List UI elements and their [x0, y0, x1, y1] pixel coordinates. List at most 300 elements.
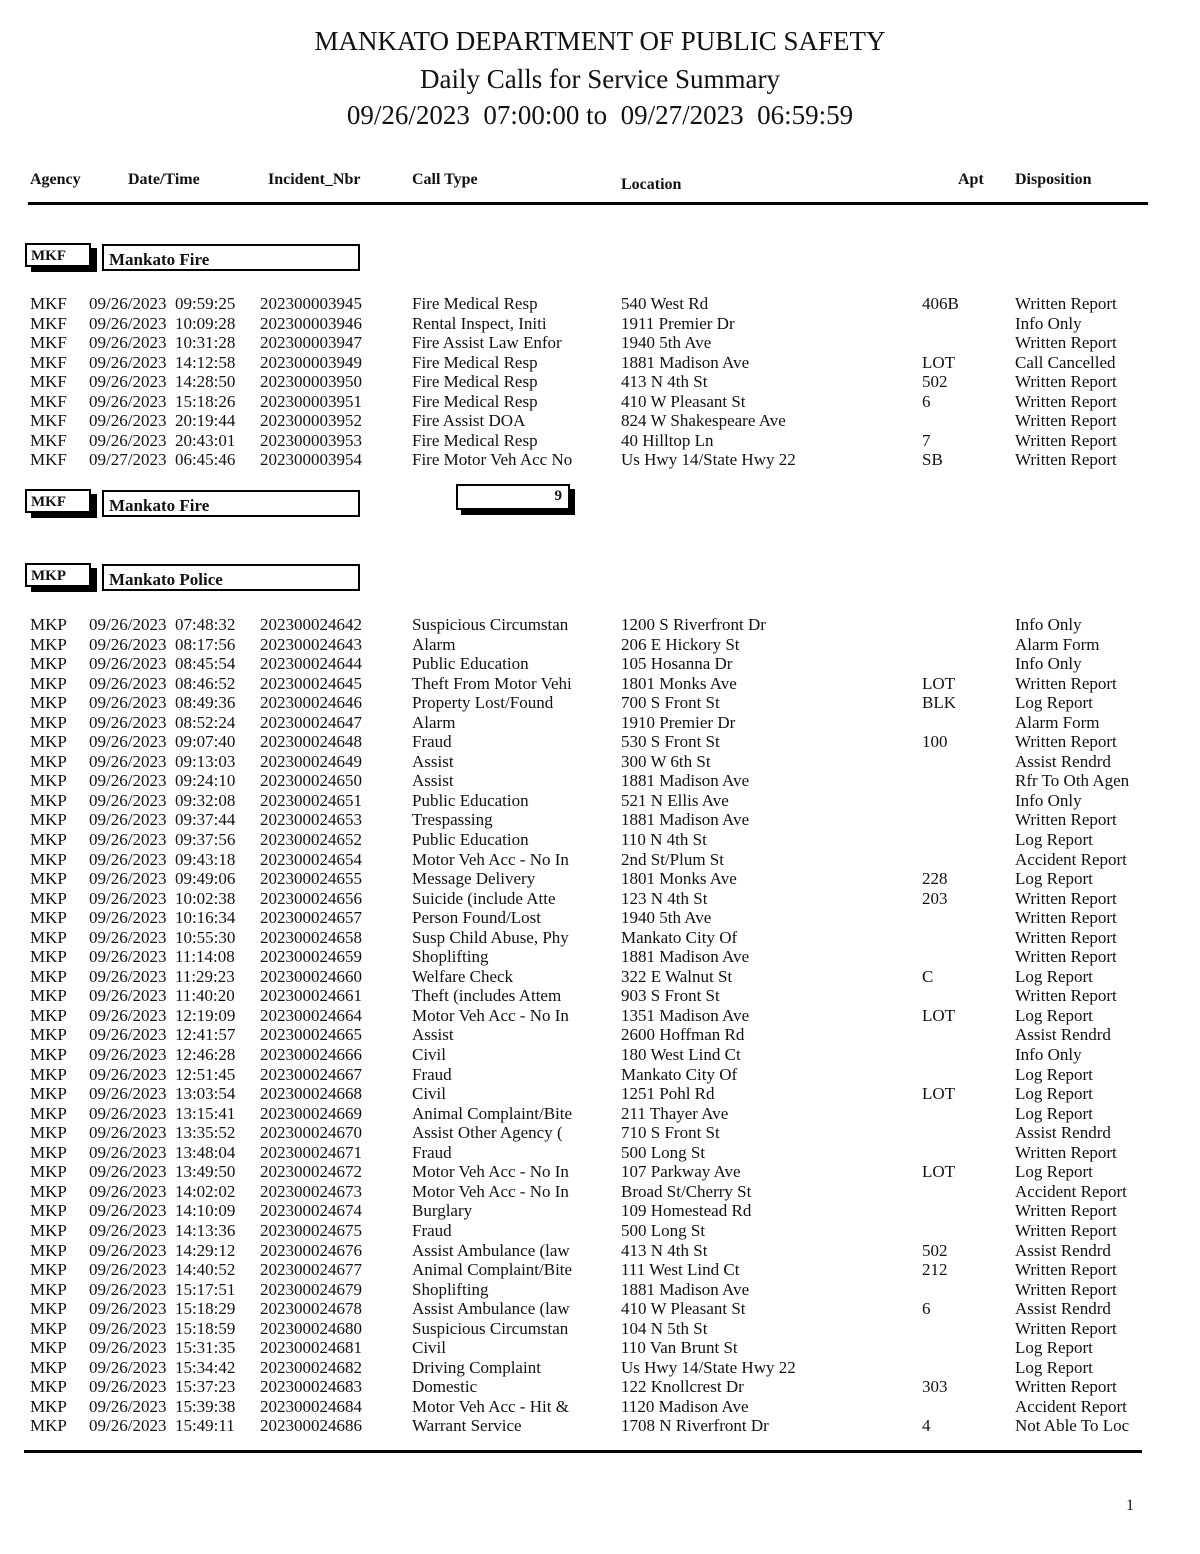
apt-cell: 6 [922, 391, 931, 411]
call-type-cell: Motor Veh Acc - No In [412, 1181, 569, 1201]
incident-number-cell: 202300024674 [260, 1201, 362, 1221]
incident-number-cell: 202300003950 [260, 372, 362, 392]
table-row [0, 1045, 1200, 1065]
apt-cell: LOT [922, 673, 956, 693]
disposition-cell: Written Report [1015, 1201, 1117, 1221]
agency-cell: MKP [30, 732, 67, 752]
col-disposition: Disposition [1015, 171, 1092, 188]
agency-cell: MKF [30, 352, 67, 372]
location-cell: 110 N 4th St [621, 830, 707, 850]
incident-number-cell: 202300024686 [260, 1416, 362, 1436]
call-type-cell: Fraud [412, 1142, 452, 1162]
call-type-cell: Susp Child Abuse, Phy [412, 927, 569, 947]
datetime-cell: 09/26/2023 13:03:54 [89, 1084, 236, 1104]
disposition-cell: Log Report [1015, 1064, 1093, 1084]
call-type-cell: Assist [412, 1025, 454, 1045]
call-type-cell: Fire Motor Veh Acc No [412, 450, 573, 470]
apt-cell: LOT [922, 1005, 956, 1025]
disposition-cell: Written Report [1015, 1260, 1117, 1280]
location-cell: 109 Homestead Rd [621, 1201, 752, 1221]
table-row [0, 869, 1200, 889]
table-row [0, 314, 1200, 334]
disposition-cell: Log Report [1015, 1162, 1093, 1182]
call-type-cell: Theft (includes Attem [412, 986, 562, 1006]
incident-number-cell: 202300024657 [260, 908, 362, 928]
incident-number-cell: 202300024673 [260, 1181, 362, 1201]
disposition-cell: Log Report [1015, 1338, 1093, 1358]
location-cell: Mankato City Of [621, 1064, 738, 1084]
location-cell: 530 S Front St [621, 732, 720, 752]
call-type-cell: Motor Veh Acc - Hit & [412, 1396, 569, 1416]
group-code-badge: MKF [25, 243, 91, 267]
datetime-cell: 09/26/2023 08:46:52 [89, 673, 236, 693]
call-type-cell: Fraud [412, 1064, 452, 1084]
agency-cell: MKP [30, 1338, 67, 1358]
disposition-cell: Written Report [1015, 430, 1117, 450]
header-divider [28, 202, 1148, 205]
incident-number-cell: 202300024677 [260, 1260, 362, 1280]
agency-cell: MKP [30, 1377, 67, 1397]
call-type-cell: Assist Ambulance (law [412, 1240, 570, 1260]
datetime-cell: 09/26/2023 12:41:57 [89, 1025, 236, 1045]
call-type-cell: Trespassing [412, 810, 493, 830]
agency-cell: MKP [30, 790, 67, 810]
incident-number-cell: 202300024654 [260, 849, 362, 869]
disposition-cell: Alarm Form [1015, 634, 1100, 654]
incident-number-cell: 202300024651 [260, 790, 362, 810]
agency-cell: MKP [30, 1201, 67, 1221]
disposition-cell: Written Report [1015, 391, 1117, 411]
location-cell: 1200 S Riverfront Dr [621, 615, 766, 634]
call-type-cell: Assist Ambulance (law [412, 1299, 570, 1319]
call-type-cell: Fire Assist Law Enfor [412, 333, 562, 353]
apt-cell: 502 [922, 1240, 948, 1260]
location-cell: 824 W Shakespeare Ave [621, 411, 786, 431]
location-cell: 123 N 4th St [621, 888, 708, 908]
call-type-cell: Fire Medical Resp [412, 391, 538, 411]
table-row [0, 732, 1200, 752]
incident-number-cell: 202300024648 [260, 732, 362, 752]
disposition-cell: Written Report [1015, 1377, 1117, 1397]
table-row [0, 1104, 1200, 1124]
table-row [0, 889, 1200, 909]
disposition-cell: Log Report [1015, 693, 1093, 713]
agency-cell: MKP [30, 1357, 67, 1377]
page-number: 1 [1126, 1497, 1134, 1514]
agency-cell: MKP [30, 1416, 67, 1436]
datetime-cell: 09/26/2023 15:34:42 [89, 1357, 236, 1377]
apt-cell: LOT [922, 1162, 956, 1182]
disposition-cell: Written Report [1015, 927, 1117, 947]
table-row [0, 791, 1200, 811]
location-cell: 710 S Front St [621, 1123, 720, 1143]
incident-number-cell: 202300024683 [260, 1377, 362, 1397]
datetime-cell: 09/26/2023 15:17:51 [89, 1279, 236, 1299]
datetime-cell: 09/26/2023 09:43:18 [89, 849, 236, 869]
location-cell: 206 E Hickory St [621, 634, 740, 654]
incident-number-cell: 202300024681 [260, 1338, 362, 1358]
table-row [0, 1162, 1200, 1182]
incident-number-cell: 202300003949 [260, 352, 362, 372]
incident-number-cell: 202300024670 [260, 1123, 362, 1143]
location-cell: Us Hwy 14/State Hwy 22 [621, 1357, 796, 1377]
incident-number-cell: 202300024653 [260, 810, 362, 830]
datetime-cell: 09/26/2023 20:43:01 [89, 430, 236, 450]
location-cell: 2600 Hoffman Rd [621, 1025, 745, 1045]
disposition-cell: Written Report [1015, 673, 1117, 693]
agency-cell: MKP [30, 712, 67, 732]
incident-number-cell: 202300003954 [260, 450, 362, 470]
table-row [0, 615, 1200, 635]
disposition-cell: Written Report [1015, 411, 1117, 431]
agency-cell: MKF [30, 294, 67, 313]
col-agency: Agency [30, 171, 81, 188]
apt-cell: LOT [922, 1084, 956, 1104]
call-type-cell: Theft From Motor Vehi [412, 673, 572, 693]
incident-number-cell: 202300024675 [260, 1220, 362, 1240]
call-type-cell: Fire Medical Resp [412, 294, 538, 313]
incident-number-cell: 202300024682 [260, 1357, 362, 1377]
org-title: MANKATO DEPARTMENT OF PUBLIC SAFETY [314, 26, 886, 56]
disposition-cell: Log Report [1015, 830, 1093, 850]
datetime-cell: 09/26/2023 13:15:41 [89, 1103, 236, 1123]
apt-cell: SB [922, 450, 943, 470]
disposition-cell: Written Report [1015, 450, 1117, 470]
disposition-cell: Accident Report [1015, 849, 1127, 869]
incident-number-cell: 202300003952 [260, 411, 362, 431]
agency-cell: MKP [30, 830, 67, 850]
call-type-cell: Motor Veh Acc - No In [412, 849, 569, 869]
agency-cell: MKP [30, 634, 67, 654]
incident-number-cell: 202300003947 [260, 333, 362, 353]
location-cell: 1801 Monks Ave [621, 869, 737, 889]
call-type-cell: Public Education [412, 790, 529, 810]
location-cell: 1120 Madison Ave [621, 1396, 749, 1416]
call-type-cell: Animal Complaint/Bite [412, 1260, 573, 1280]
call-type-cell: Alarm [412, 634, 456, 654]
disposition-cell: Log Report [1015, 1005, 1093, 1025]
call-type-cell: Suicide (include Atte [412, 888, 556, 908]
table-row [0, 830, 1200, 850]
agency-cell: MKP [30, 986, 67, 1006]
call-type-cell: Welfare Check [412, 966, 514, 986]
location-cell: Mankato City Of [621, 927, 738, 947]
disposition-cell: Log Report [1015, 1084, 1093, 1104]
datetime-cell: 09/26/2023 09:37:56 [89, 830, 236, 850]
call-type-cell: Shoplifting [412, 947, 489, 967]
table-row [0, 908, 1200, 928]
apt-cell: 406B [922, 294, 959, 313]
agency-cell: MKP [30, 693, 67, 713]
table-row [0, 693, 1200, 713]
disposition-cell: Not Able To Loc [1015, 1416, 1130, 1436]
location-cell: 180 West Lind Ct [621, 1045, 741, 1065]
datetime-cell: 09/26/2023 10:31:28 [89, 333, 236, 353]
table-row [0, 967, 1200, 987]
call-type-cell: Rental Inspect, Initi [412, 313, 547, 333]
agency-cell: MKP [30, 849, 67, 869]
incident-number-cell: 202300024678 [260, 1299, 362, 1319]
table-row [0, 1397, 1200, 1417]
disposition-cell: Written Report [1015, 372, 1117, 392]
incident-number-cell: 202300024672 [260, 1162, 362, 1182]
table-row [0, 1377, 1200, 1397]
datetime-cell: 09/26/2023 09:37:44 [89, 810, 236, 830]
agency-cell: MKP [30, 1162, 67, 1182]
col-apt: Apt [958, 171, 984, 188]
table-row [0, 431, 1200, 451]
col-call-type: Call Type [412, 171, 478, 188]
call-type-cell: Civil [412, 1045, 447, 1065]
table-row [0, 1084, 1200, 1104]
table-row [0, 1025, 1200, 1045]
table-row [0, 1065, 1200, 1085]
incident-number-cell: 202300024652 [260, 830, 362, 850]
location-cell: 1708 N Riverfront Dr [621, 1416, 769, 1436]
datetime-cell: 09/26/2023 08:17:56 [89, 634, 236, 654]
incident-number-cell: 202300024668 [260, 1084, 362, 1104]
table-row [0, 1319, 1200, 1339]
agency-cell: MKF [30, 411, 67, 431]
agency-cell: MKP [30, 1142, 67, 1162]
incident-number-cell: 202300024684 [260, 1396, 362, 1416]
location-cell: 700 S Front St [621, 693, 720, 713]
report-title: Daily Calls for Service Summary [420, 64, 780, 94]
datetime-cell: 09/26/2023 08:49:36 [89, 693, 236, 713]
apt-cell: 6 [922, 1299, 931, 1319]
incident-number-cell: 202300024665 [260, 1025, 362, 1045]
agency-cell: MKP [30, 771, 67, 791]
call-type-cell: Alarm [412, 712, 456, 732]
table-row [0, 392, 1200, 412]
datetime-cell: 09/26/2023 14:28:50 [89, 372, 236, 392]
apt-cell: 100 [922, 732, 948, 752]
location-cell: 1940 5th Ave [621, 908, 712, 928]
apt-cell: 4 [922, 1416, 931, 1436]
agency-cell: MKP [30, 673, 67, 693]
call-type-cell: Domestic [412, 1377, 478, 1397]
call-type-cell: Fraud [412, 1220, 452, 1240]
call-type-cell: Assist [412, 771, 454, 791]
incident-number-cell: 202300003951 [260, 391, 362, 411]
table-row [0, 674, 1200, 694]
agency-cell: MKP [30, 615, 67, 634]
datetime-cell: 09/26/2023 11:29:23 [89, 966, 235, 986]
disposition-cell: Written Report [1015, 294, 1117, 313]
apt-cell: BLK [922, 693, 956, 713]
disposition-cell: Assist Rendrd [1015, 1123, 1111, 1143]
datetime-cell: 09/26/2023 09:13:03 [89, 751, 236, 771]
call-type-cell: Motor Veh Acc - No In [412, 1162, 569, 1182]
location-cell: 540 West Rd [621, 294, 709, 313]
location-cell: 1351 Madison Ave [621, 1005, 750, 1025]
table-row [0, 353, 1200, 373]
call-type-cell: Person Found/Lost [412, 908, 541, 928]
table-row [0, 1416, 1200, 1436]
call-type-cell: Assist [412, 751, 454, 771]
agency-cell: MKP [30, 908, 67, 928]
incident-number-cell: 202300024676 [260, 1240, 362, 1260]
datetime-cell: 09/26/2023 09:59:25 [89, 294, 236, 313]
incident-number-cell: 202300024669 [260, 1103, 362, 1123]
table-row [0, 810, 1200, 830]
location-cell: 322 E Walnut St [621, 966, 733, 986]
agency-cell: MKP [30, 1318, 67, 1338]
call-type-cell: Suspicious Circumstan [412, 615, 569, 634]
call-type-cell: Civil [412, 1338, 447, 1358]
table-row [0, 1338, 1200, 1358]
disposition-cell: Written Report [1015, 986, 1117, 1006]
location-cell: 1910 Premier Dr [621, 712, 736, 732]
call-type-cell: Civil [412, 1084, 447, 1104]
datetime-cell: 09/26/2023 11:40:20 [89, 986, 235, 1006]
agency-cell: MKF [30, 333, 67, 353]
location-cell: 1940 5th Ave [621, 333, 712, 353]
location-cell: 110 Van Brunt St [621, 1338, 738, 1358]
location-cell: 1881 Madison Ave [621, 947, 750, 967]
table-row [0, 1123, 1200, 1143]
table-row [0, 654, 1200, 674]
incident-number-cell: 202300024664 [260, 1005, 362, 1025]
datetime-cell: 09/26/2023 15:18:26 [89, 391, 236, 411]
location-cell: 500 Long St [621, 1220, 706, 1240]
incident-number-cell: 202300024642 [260, 615, 362, 634]
location-cell: 410 W Pleasant St [621, 1299, 746, 1319]
datetime-cell: 09/26/2023 14:12:58 [89, 352, 236, 372]
location-cell: 1911 Premier Dr [621, 313, 735, 333]
apt-cell: 228 [922, 869, 948, 889]
location-cell: 521 N Ellis Ave [621, 790, 729, 810]
incident-number-cell: 202300024661 [260, 986, 362, 1006]
datetime-cell: 09/27/2023 06:45:46 [89, 450, 236, 470]
call-type-cell: Driving Complaint [412, 1357, 541, 1377]
apt-cell: C [922, 966, 934, 986]
table-row [0, 635, 1200, 655]
disposition-cell: Rfr To Oth Agen [1015, 771, 1130, 791]
agency-cell: MKP [30, 1260, 67, 1280]
agency-cell: MKF [30, 313, 67, 333]
location-cell: 107 Parkway Ave [621, 1162, 741, 1182]
agency-cell: MKF [30, 372, 67, 392]
agency-cell: MKP [30, 966, 67, 986]
apt-cell: 203 [922, 888, 948, 908]
apt-cell: LOT [922, 352, 956, 372]
datetime-cell: 09/26/2023 15:18:29 [89, 1299, 236, 1319]
agency-cell: MKP [30, 1064, 67, 1084]
incident-number-cell: 202300024659 [260, 947, 362, 967]
agency-cell: MKP [30, 1396, 67, 1416]
agency-cell: MKP [30, 1123, 67, 1143]
disposition-cell: Written Report [1015, 908, 1117, 928]
location-cell: 1801 Monks Ave [621, 673, 737, 693]
call-type-cell: Shoplifting [412, 1279, 489, 1299]
table-row [0, 1143, 1200, 1163]
group-footer-name: Mankato Fire [102, 490, 360, 517]
agency-cell: MKP [30, 1045, 67, 1065]
call-type-cell: Public Education [412, 830, 529, 850]
incident-number-cell: 202300024679 [260, 1279, 362, 1299]
incident-number-cell: 202300024643 [260, 634, 362, 654]
disposition-cell: Assist Rendrd [1015, 1025, 1111, 1045]
location-cell: 1881 Madison Ave [621, 352, 750, 372]
disposition-cell: Info Only [1015, 1045, 1082, 1065]
table-row [0, 1182, 1200, 1202]
datetime-cell: 09/26/2023 15:37:23 [89, 1377, 236, 1397]
disposition-cell: Written Report [1015, 1220, 1117, 1240]
table-row [0, 1241, 1200, 1261]
agency-cell: MKP [30, 1220, 67, 1240]
location-cell: 413 N 4th St [621, 372, 708, 392]
agency-cell: MKP [30, 888, 67, 908]
datetime-cell: 09/26/2023 14:29:12 [89, 1240, 236, 1260]
call-type-cell: Burglary [412, 1201, 473, 1221]
apt-cell: 502 [922, 372, 948, 392]
group-name-label: Mankato Police [102, 564, 360, 591]
agency-cell: MKF [30, 430, 67, 450]
datetime-cell: 09/26/2023 10:55:30 [89, 927, 236, 947]
datetime-cell: 09/26/2023 12:19:09 [89, 1005, 236, 1025]
agency-cell: MKP [30, 1240, 67, 1260]
group-name-label: Mankato Fire [102, 244, 360, 271]
incident-number-cell: 202300003946 [260, 313, 362, 333]
agency-cell: MKP [30, 1084, 67, 1104]
agency-cell: MKP [30, 869, 67, 889]
incident-number-cell: 202300024650 [260, 771, 362, 791]
location-cell: 903 S Front St [621, 986, 720, 1006]
incident-number-cell: 202300024646 [260, 693, 362, 713]
call-type-cell: Motor Veh Acc - No In [412, 1005, 569, 1025]
table-row [0, 294, 1200, 314]
datetime-cell: 09/26/2023 10:16:34 [89, 908, 236, 928]
col-incident: Incident_Nbr [268, 171, 361, 188]
table-row [0, 713, 1200, 733]
disposition-cell: Call Cancelled [1015, 352, 1116, 372]
call-type-cell: Suspicious Circumstan [412, 1318, 569, 1338]
datetime-cell: 09/26/2023 10:02:38 [89, 888, 236, 908]
table-row [0, 752, 1200, 772]
datetime-cell: 09/26/2023 14:10:09 [89, 1201, 236, 1221]
group-code-badge: MKP [25, 563, 91, 587]
call-type-cell: Fire Medical Resp [412, 430, 538, 450]
location-cell: 1881 Madison Ave [621, 771, 750, 791]
table-row [0, 450, 1200, 470]
apt-cell: 303 [922, 1377, 948, 1397]
location-cell: 104 N 5th St [621, 1318, 708, 1338]
disposition-cell: Assist Rendrd [1015, 1299, 1111, 1319]
agency-cell: MKP [30, 1299, 67, 1319]
disposition-cell: Written Report [1015, 1318, 1117, 1338]
table-row [0, 928, 1200, 948]
disposition-cell: Written Report [1015, 732, 1117, 752]
table-row [0, 1006, 1200, 1026]
date-range: 09/26/2023 07:00:00 to 09/27/2023 06:59:59 [346, 100, 854, 130]
incident-number-cell: 202300024644 [260, 654, 362, 674]
call-type-cell: Fire Medical Resp [412, 372, 538, 392]
table-row [0, 1280, 1200, 1300]
disposition-cell: Info Only [1015, 654, 1082, 674]
disposition-cell: Log Report [1015, 1357, 1093, 1377]
datetime-cell: 09/26/2023 09:49:06 [89, 869, 236, 889]
agency-cell: MKP [30, 751, 67, 771]
call-type-cell: Animal Complaint/Bite [412, 1103, 573, 1123]
table-row [0, 1221, 1200, 1241]
footer-divider [24, 1450, 1142, 1453]
location-cell: 300 W 6th St [621, 751, 711, 771]
datetime-cell: 09/26/2023 09:32:08 [89, 790, 236, 810]
datetime-cell: 09/26/2023 13:48:04 [89, 1142, 236, 1162]
location-cell: 40 Hilltop Ln [621, 430, 714, 450]
disposition-cell: Log Report [1015, 1103, 1093, 1123]
